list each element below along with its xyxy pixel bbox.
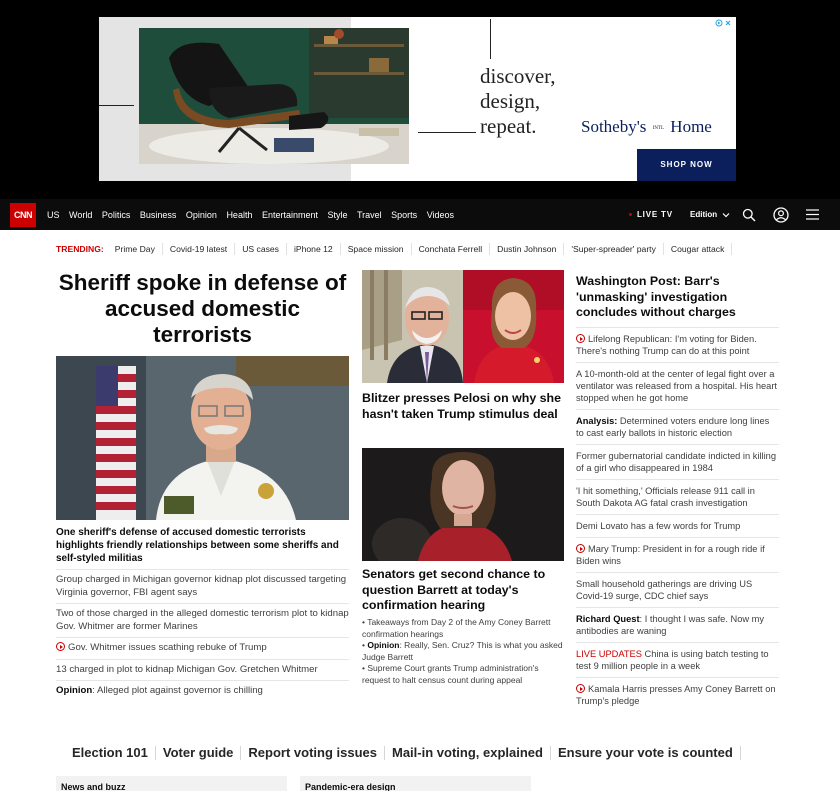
story-text: Mary Trump: President in for a rough ride if Biden wins [576, 544, 765, 566]
list-item[interactable]: • Supreme Court grants Trump administration's request to halt census count during appeal [362, 663, 539, 685]
nav-link-videos[interactable]: Videos [426, 209, 455, 220]
right-story-list [576, 327, 779, 712]
story-text: Determined voters endure long lines to cast early ballots in historic election [576, 416, 770, 438]
list-item[interactable] [576, 607, 779, 642]
election-link[interactable]: Ensure your vote is counted [551, 746, 741, 760]
ad-divider-line [490, 19, 491, 59]
ad-divider-line [418, 132, 476, 133]
election-link[interactable]: Mail-in voting, explained [385, 746, 551, 760]
bullet-text: Takeaways from Day 2 of the Amy Coney Barrett confirmation hearings [362, 617, 551, 639]
nav-link-world[interactable]: World [69, 209, 93, 220]
ad-tagline-1: discover, [480, 64, 556, 88]
live-tv-link[interactable] [629, 199, 673, 230]
story-text: Demi Lovato has a few words for Trump [576, 521, 741, 531]
headline-blitzer-pelosi[interactable]: Blitzer presses Pelosi on why she hasn't taken Trump stimulus deal [362, 391, 562, 421]
list-item[interactable] [56, 680, 349, 702]
headline-barr-unmasking[interactable]: Washington Post: Barr's 'unmasking' investigation concludes without charges [576, 274, 736, 319]
video-play-icon [576, 334, 585, 343]
lead-caption[interactable]: One sheriff's defense of accused domestic terrorists highlights friendly relationships between some sheriffs and self-styled militias [56, 527, 339, 564]
election-link[interactable]: Report voting issues [241, 746, 385, 760]
bullet-label: Opinion [367, 640, 400, 651]
story-text: Former gubernatorial candidate indicted in killing of a girl who disappeared in 1984 [576, 451, 776, 473]
story-text: A 10-month-old at the center of legal fight over a ventilator was released from a hospital. His heart stopped when he got home [576, 369, 778, 403]
trending-item[interactable]: US cases [235, 243, 287, 255]
election-links-bar [72, 744, 741, 762]
nav-link-style[interactable]: Style [327, 209, 348, 220]
trending-item[interactable]: iPhone 12 [287, 243, 341, 255]
nav-link-sports[interactable]: Sports [391, 209, 418, 220]
section-header-pandemic-design[interactable]: Pandemic-era design [300, 776, 531, 791]
trending-item[interactable]: Prime Day [108, 243, 163, 255]
ad-tagline-3: repeat. [480, 114, 537, 138]
lead-story-list [56, 569, 349, 702]
story-text: Kamala Harris presses Amy Coney Barrett on Trump's pledge [576, 684, 776, 706]
list-item[interactable] [576, 479, 779, 514]
search-icon[interactable] [742, 208, 756, 222]
ad-brand-small: INTL [652, 125, 665, 131]
list-item[interactable] [576, 537, 779, 572]
ad-choices-icon[interactable] [714, 18, 734, 27]
bullet-text: Supreme Court grants Trump administration's request to halt census count during appeal [362, 663, 539, 685]
trending-item[interactable]: Space mission [341, 243, 412, 255]
trending-item[interactable]: Dustin Johnson [490, 243, 564, 255]
photo-blitzer-pelosi[interactable] [362, 270, 564, 383]
edition-selector[interactable] [690, 199, 730, 230]
story-text: Group charged in Michigan governor kidnap plot discussed targeting Virginia governor, FBI agent says [56, 574, 347, 598]
nav-icons [742, 199, 819, 230]
live-updates-label: LIVE UPDATES [576, 649, 642, 659]
live-tv-label: LIVE TV [637, 210, 673, 219]
edition-label: Edition [690, 210, 718, 219]
election-link[interactable]: Election 101 [72, 746, 156, 760]
section-header-news-buzz[interactable]: News and buzz [56, 776, 287, 791]
top-navigation [0, 199, 840, 230]
list-item[interactable] [576, 642, 779, 677]
chevron-down-icon [722, 212, 730, 218]
video-play-icon [576, 544, 585, 553]
bullet-text: : Really, Sen. Cruz? This is what you asked Judge Barrett [362, 640, 563, 662]
story-text: : Alleged plot against governor is chilling [92, 685, 263, 696]
cnn-logo[interactable]: CNN [10, 203, 36, 227]
list-item[interactable]: • Opinion: Really, Sen. Cruz? This is what you asked Judge Barrett [362, 640, 563, 662]
photo-barrett-hearing[interactable] [362, 448, 564, 561]
lead-photo-sheriff[interactable] [56, 356, 349, 520]
nav-links [47, 199, 464, 230]
nav-link-health[interactable]: Health [226, 209, 253, 220]
nav-link-us[interactable]: US [47, 209, 60, 220]
ad-brand-name: Sotheby's [581, 117, 647, 136]
hamburger-menu-icon[interactable] [806, 209, 819, 220]
trending-item[interactable]: Covid-19 latest [163, 243, 235, 255]
list-item[interactable] [576, 444, 779, 479]
story-text: 13 charged in plot to kidnap Michigan Gov. Gretchen Whitmer [56, 663, 318, 675]
list-item[interactable] [56, 637, 349, 659]
headline-barrett-hearing[interactable]: Senators get second chance to question Barrett at today's confirmation hearing [362, 567, 546, 612]
nav-link-entertainment[interactable]: Entertainment [261, 209, 318, 220]
ad-shop-now-button[interactable]: SHOP NOW [637, 149, 736, 181]
nav-link-politics[interactable]: Politics [101, 209, 131, 220]
user-account-icon[interactable] [773, 207, 789, 223]
ad-tagline-2: design, [480, 89, 541, 113]
story-text: : I thought I was safe. Now my antibodies are waning [576, 614, 765, 636]
story-text: China is using batch testing to test 9 million people in a week [576, 649, 769, 671]
list-item[interactable] [56, 603, 349, 637]
story-label: Opinion [56, 685, 93, 696]
ad-photo-lounge-chair[interactable] [139, 28, 409, 164]
story-text: Small household gatherings are driving US Covid-19 surge, CDC chief says [576, 579, 753, 601]
ad-brand-suffix: Home [670, 117, 712, 136]
story-text: Two of those charged in the alleged domestic terrorism plot to kidnap Gov. Whitmer are former Marines [56, 608, 349, 632]
election-link[interactable]: Voter guide [156, 746, 242, 760]
trending-item[interactable]: Conchata Ferrell [412, 243, 491, 255]
nav-link-opinion[interactable]: Opinion [185, 209, 217, 220]
lead-headline[interactable]: Sheriff spoke in defense of accused domestic terrorists [58, 270, 347, 347]
list-item[interactable] [56, 659, 349, 681]
list-item[interactable] [576, 409, 779, 444]
story-label: Analysis: [576, 416, 618, 426]
nav-link-business[interactable]: Business [139, 209, 177, 220]
list-item[interactable] [576, 677, 779, 712]
ad-divider-line [99, 105, 134, 106]
advertisement[interactable] [99, 17, 736, 181]
story-text: Lifelong Republican: I'm voting for Biden. There's nothing Trump can do at this point [576, 334, 757, 356]
list-item[interactable] [576, 572, 779, 607]
list-item[interactable]: • Takeaways from Day 2 of the Amy Coney Barrett confirmation hearings [362, 617, 551, 639]
list-item[interactable] [56, 569, 349, 603]
video-play-icon [56, 642, 65, 651]
story-text: Gov. Whitmer issues scathing rebuke of Trump [68, 642, 267, 653]
trending-bar [56, 242, 732, 256]
story-label: Richard Quest [576, 614, 640, 624]
trending-label: TRENDING: [56, 244, 104, 254]
trending-item[interactable]: 'Super-spreader' party [564, 243, 664, 255]
trending-item[interactable]: Cougar attack [664, 243, 733, 255]
list-item[interactable] [576, 514, 779, 537]
nav-link-travel[interactable]: Travel [357, 209, 382, 220]
story-text: 'I hit something,' Officials release 911 call in South Dakota AG fatal crash investigation [576, 486, 755, 508]
list-item[interactable] [576, 327, 779, 362]
ad-brand-logo [581, 117, 712, 137]
list-item[interactable] [576, 362, 779, 409]
ad-banner-area [0, 0, 840, 199]
live-dot-icon [629, 213, 632, 216]
video-play-icon [576, 684, 585, 693]
barrett-bullet-list [362, 617, 564, 687]
